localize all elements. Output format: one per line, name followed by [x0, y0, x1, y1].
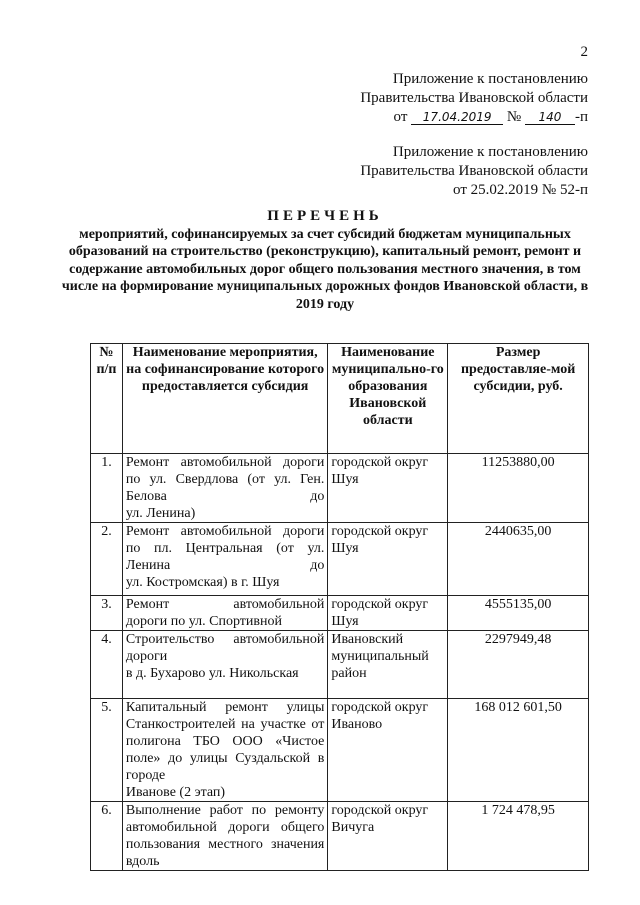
appendix-date-line: от 17.04.2019 № 140 -п — [393, 109, 588, 125]
table-row — [91, 523, 589, 596]
row-amount: 11253880,00 — [448, 454, 589, 523]
row-amount: 1 724 478,95 — [448, 802, 589, 871]
row-num: 3. — [91, 596, 123, 631]
row-municipality: городской округ Вичуга — [328, 802, 448, 871]
row-desc: Выполнение работ по ремонту автомобильной дороги общего пользования местного значения вдоль — [122, 802, 327, 871]
row-municipality: городской округ Иваново — [328, 699, 448, 802]
row-municipality: Ивановский муниципальный район — [328, 631, 448, 699]
handwritten-number: 140 — [525, 110, 575, 125]
table-row — [91, 802, 589, 871]
row-num: 1. — [91, 454, 123, 523]
row-municipality: городской округ Шуя — [328, 454, 448, 523]
table-header-row — [91, 344, 589, 454]
table-row — [91, 454, 589, 523]
row-desc: Строительство автомобильной дороги в д. Бухарово ул. Никольская — [122, 631, 327, 699]
appendix-old — [360, 143, 588, 200]
handwritten-date: 17.04.2019 — [411, 110, 503, 125]
page-number: 2 — [580, 44, 588, 60]
row-num: 4. — [91, 631, 123, 699]
header-amount: Размер предоставляе-мой субсидии, руб. — [448, 344, 589, 454]
document-title — [60, 208, 590, 313]
appendix-new — [360, 70, 588, 127]
title-body: мероприятий, софинансируемых за счет субсидий бюджетам муниципальных образований на строительство (реконструкцию), капитальный ремонт, ремонт и содержание автомобильных дорог общего пользования местного значения, в том числе на формирование муниципальных дорожных фондов Ивановской области, в 2019 году — [61, 226, 589, 312]
row-num: 6. — [91, 802, 123, 871]
appendix-old-line1: Приложение к постановлению — [392, 144, 588, 160]
row-amount: 168 012 601,50 — [448, 699, 589, 802]
appendix-old-line3: от 25.02.2019 № 52-п — [453, 182, 588, 198]
measures-table — [90, 343, 589, 871]
title-heading: ПЕРЕЧЕНЬ — [267, 208, 383, 224]
row-amount: 2440635,00 — [448, 523, 589, 596]
row-num: 2. — [91, 523, 123, 596]
header-num: № п/п — [91, 344, 123, 454]
table-row — [91, 699, 589, 802]
appendix-line1: Приложение к постановлению — [392, 71, 588, 87]
row-amount: 4555135,00 — [448, 596, 589, 631]
header-municipality: Наименование муниципально-го образования Ивановской области — [328, 344, 448, 454]
row-municipality: городской округ Шуя — [328, 596, 448, 631]
row-desc: Ремонт автомобильной дороги по пл. Центральная (от ул. Ленина до ул. Костромская) в г. Шуя — [122, 523, 327, 596]
header-measure: Наименование мероприятия, на софинансирование которого предоставляется субсидия — [122, 344, 327, 454]
table-row — [91, 631, 589, 699]
row-amount: 2297949,48 — [448, 631, 589, 699]
row-desc: Ремонт автомобильной дороги по ул. Спортивной — [122, 596, 327, 631]
row-num: 5. — [91, 699, 123, 802]
row-desc: Ремонт автомобильной дороги по ул. Свердлова (от ул. Ген. Белова до ул. Ленина) — [122, 454, 327, 523]
row-desc: Капитальный ремонт улицы Станкостроителей на участке от полигона ТБО ООО «Чистое поле» до улицы Суздальской в городе Иванове (2 этап) — [122, 699, 327, 802]
appendix-old-line2: Правительства Ивановской области — [360, 163, 588, 179]
table-row — [91, 596, 589, 631]
appendix-line2: Правительства Ивановской области — [360, 90, 588, 106]
row-municipality: городской округ Шуя — [328, 523, 448, 596]
